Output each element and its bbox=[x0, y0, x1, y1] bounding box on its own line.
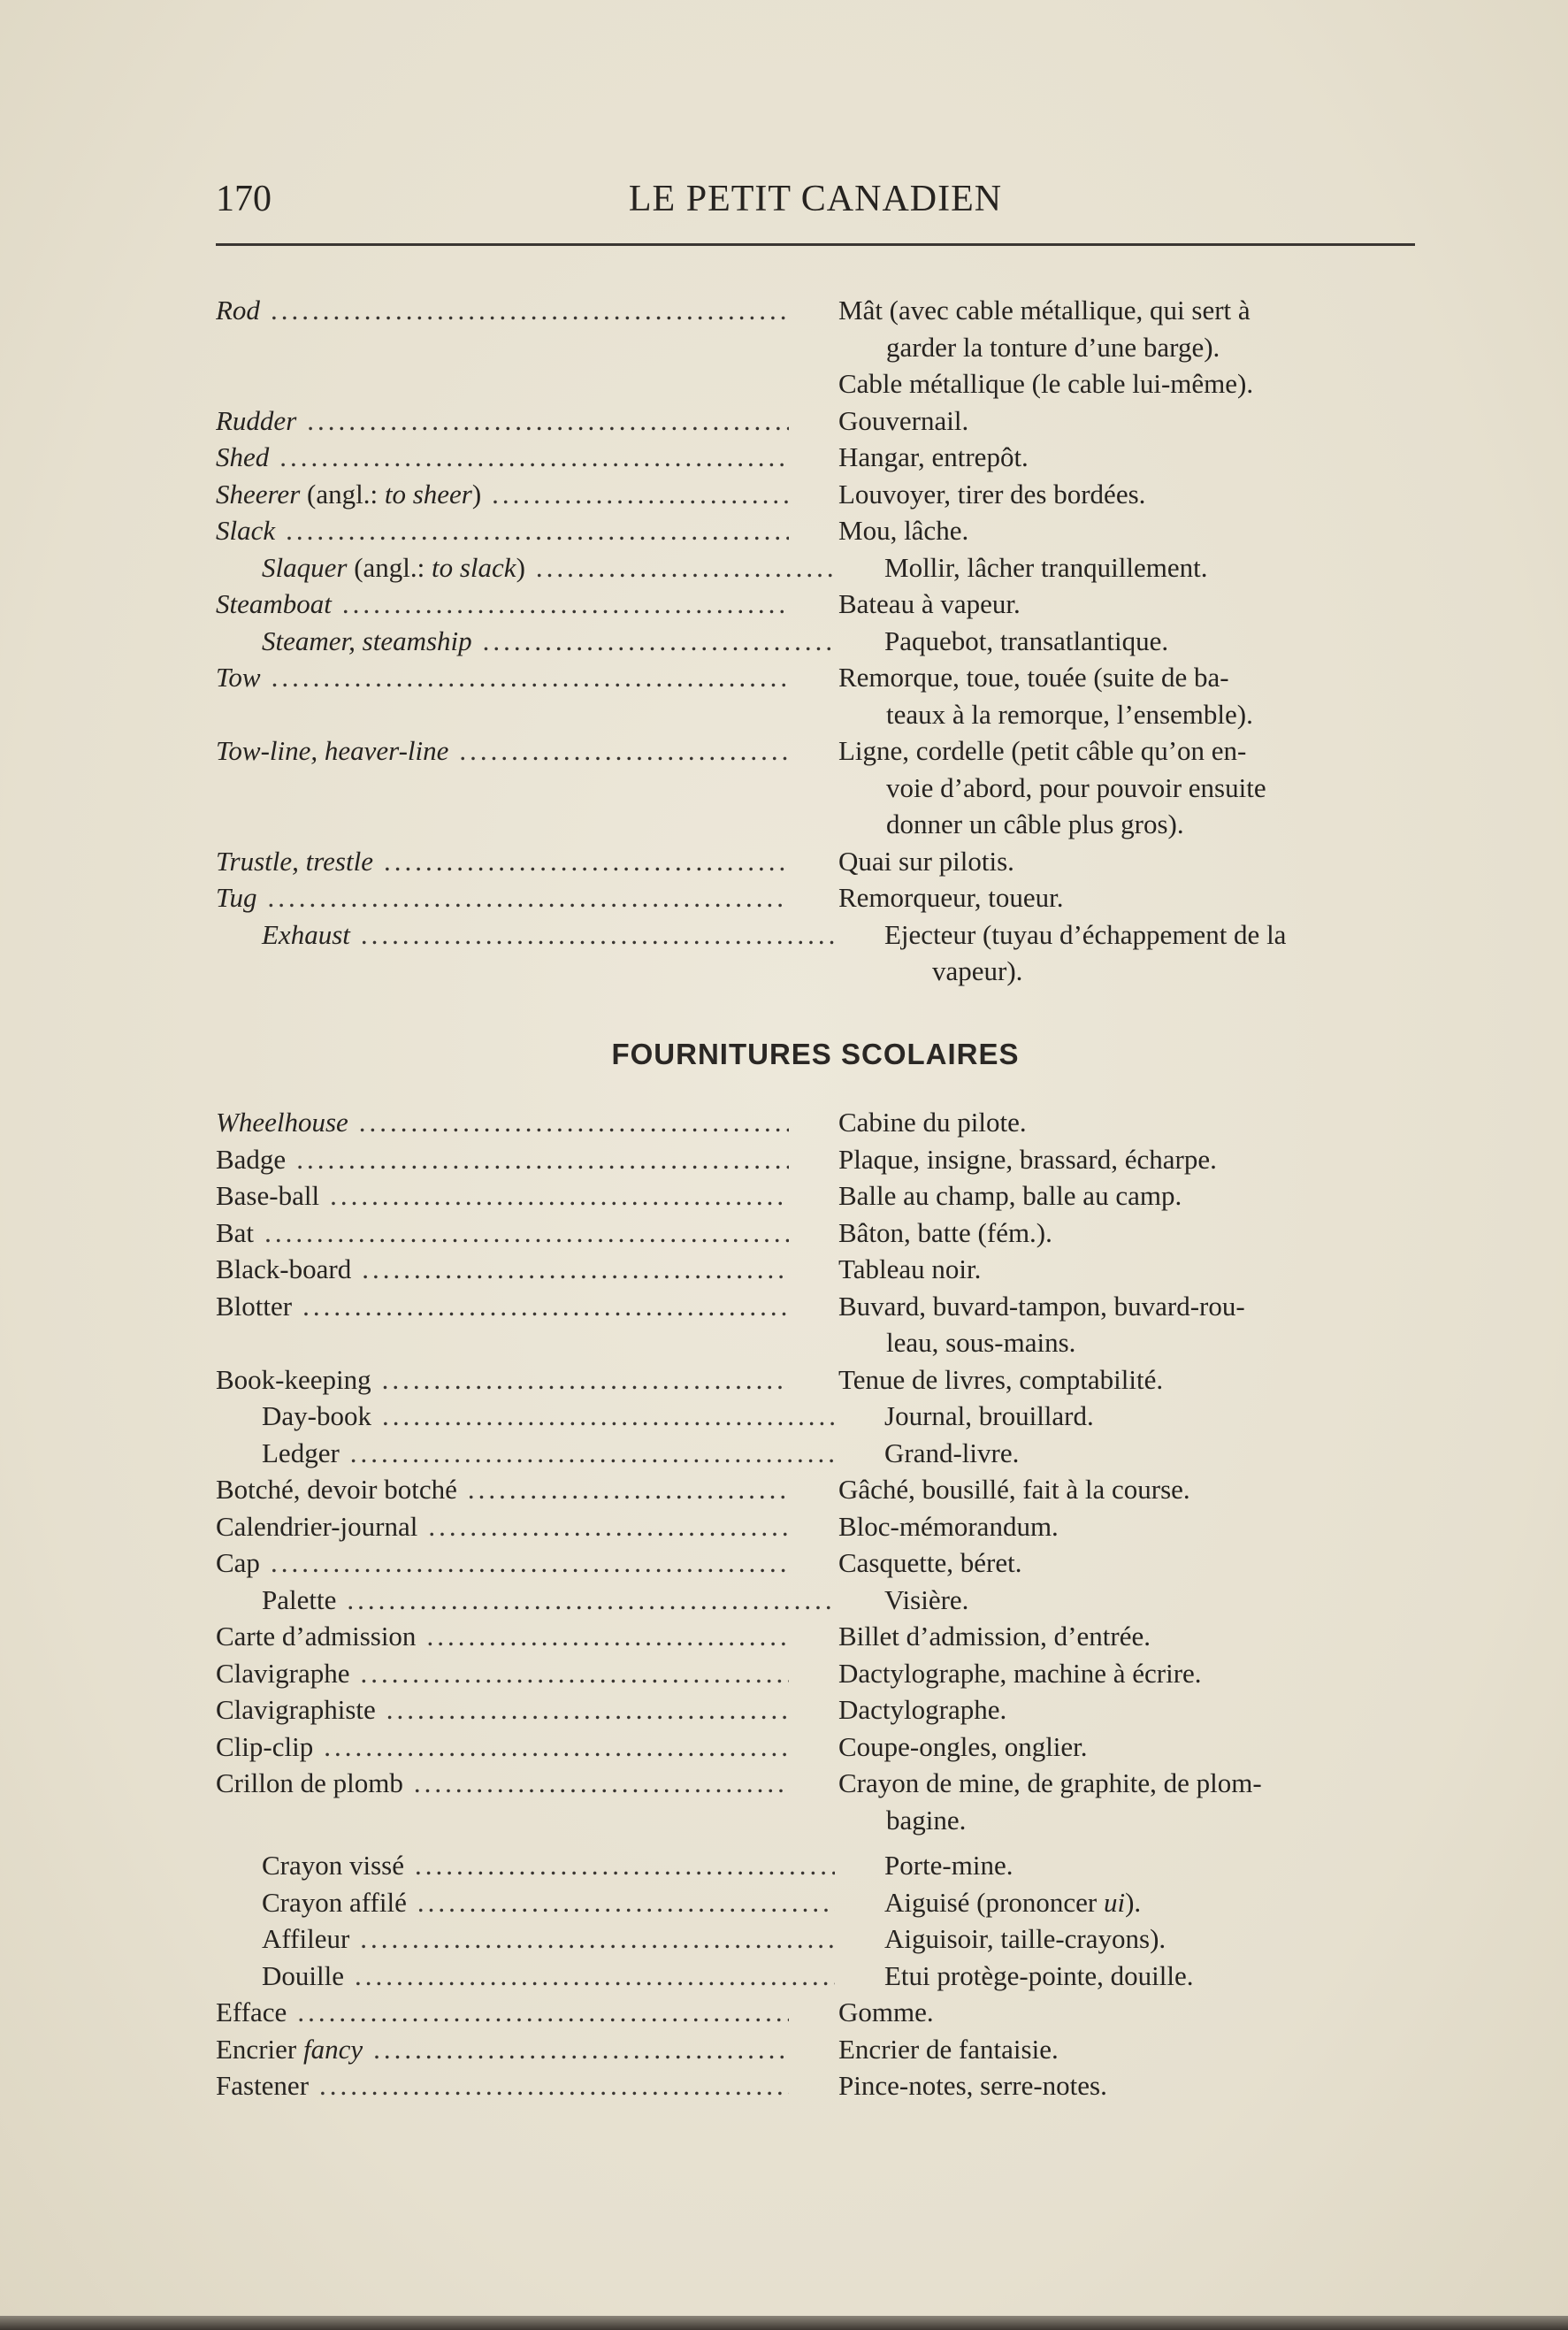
entry-definition: Journal, brouillard. bbox=[884, 1400, 1094, 1431]
entry-definition: Bloc-mémorandum. bbox=[838, 1510, 1059, 1542]
dot-leader bbox=[415, 1847, 835, 1884]
entry-term: Crayon vissé bbox=[262, 1850, 405, 1881]
dot-leader bbox=[468, 1471, 789, 1508]
entry-row bbox=[216, 916, 1415, 990]
entry-definition: Pince-notes, serre-notes. bbox=[838, 2070, 1107, 2101]
entry-definition: Remorque, toue, touée (suite de ba- bbox=[838, 662, 1229, 693]
entry-definition: Ligne, cordelle (petit câble qu’on en- bbox=[838, 735, 1247, 766]
entry-row bbox=[216, 1884, 1415, 1921]
dot-leader bbox=[428, 1508, 789, 1545]
entry-row bbox=[216, 2067, 1415, 2104]
dot-leader bbox=[382, 1398, 835, 1435]
dot-leader bbox=[297, 1994, 789, 2031]
entry-note-prefix: (angl.: bbox=[347, 551, 432, 583]
section-title: FOURNITURES SCOLAIRES bbox=[611, 1038, 1020, 1070]
entry-definition: Porte-mine. bbox=[884, 1850, 1013, 1881]
entry-term: Shed bbox=[216, 441, 270, 472]
entry-term: Affileur bbox=[262, 1923, 350, 1954]
entry-definition-continued: bagine. bbox=[886, 1804, 967, 1836]
entry-term: Badge bbox=[216, 1143, 287, 1175]
entry-note-suffix: ) bbox=[471, 478, 482, 510]
entry-term-with-note bbox=[262, 549, 525, 586]
dot-leader bbox=[302, 1288, 789, 1325]
entry-row bbox=[216, 1618, 1415, 1655]
page-number: 170 bbox=[216, 179, 272, 219]
entry-term: Botché, devoir botché bbox=[216, 1474, 457, 1505]
entry-row bbox=[216, 2031, 1415, 2068]
entry-term: Slack bbox=[216, 515, 276, 546]
entry-definition-continued: teaux à la remorque, l’ensemble). bbox=[886, 698, 1253, 730]
entry-definition: Tenue de livres, comptabilité. bbox=[838, 1363, 1164, 1395]
entry-term: Fastener bbox=[216, 2070, 310, 2101]
entry-term: Palette bbox=[262, 1583, 337, 1615]
dot-leader bbox=[373, 2031, 789, 2068]
dot-leader bbox=[264, 1215, 789, 1252]
entry-definition-suffix: ). bbox=[1125, 1886, 1142, 1918]
entry-definition: Quai sur pilotis. bbox=[838, 845, 1014, 877]
dot-leader bbox=[417, 1884, 835, 1921]
entry-term: Carte d’admission bbox=[216, 1621, 417, 1652]
dot-leader bbox=[492, 476, 789, 513]
dot-leader bbox=[330, 1177, 789, 1215]
dot-leader bbox=[286, 512, 789, 549]
entry-term: Tow bbox=[216, 662, 261, 693]
entry-definition: Cabine du pilote. bbox=[838, 1107, 1027, 1138]
dot-leader bbox=[279, 439, 789, 476]
dot-leader bbox=[414, 1765, 789, 1802]
entry-row bbox=[216, 879, 1415, 916]
entry-row bbox=[216, 843, 1415, 880]
entry-row bbox=[216, 1471, 1415, 1508]
entry-term: Wheelhouse bbox=[216, 1107, 348, 1138]
dot-leader bbox=[268, 879, 789, 916]
entry-definition: Plaque, insigne, brassard, écharpe. bbox=[838, 1143, 1217, 1175]
entry-definition: Buvard, buvard-tampon, buvard-rou- bbox=[838, 1290, 1245, 1322]
entry-row bbox=[216, 549, 1415, 586]
entry-definition: Encrier de fantaisie. bbox=[838, 2033, 1059, 2065]
entry-list-nautical bbox=[216, 292, 1415, 990]
entry-term: Tow-line, heaver-line bbox=[216, 735, 449, 766]
entry-definition: Paquebot, transatlantique. bbox=[884, 625, 1169, 656]
entry-term: Encrier bbox=[216, 2033, 303, 2065]
entry-row bbox=[216, 1765, 1415, 1838]
entry-definition: Hangar, entrepôt. bbox=[838, 441, 1029, 472]
dot-leader bbox=[384, 843, 789, 880]
entry-definition-continued: Cable métallique (le cable lui-même). bbox=[838, 368, 1254, 399]
entry-term: Base-ball bbox=[216, 1180, 320, 1211]
dot-leader bbox=[426, 1618, 789, 1655]
dot-leader bbox=[350, 1435, 835, 1472]
entry-row bbox=[216, 1141, 1415, 1178]
entry-term: Efface bbox=[216, 1997, 287, 2027]
entry-definition: Casquette, béret. bbox=[838, 1547, 1022, 1578]
entry-term: Tug bbox=[216, 882, 257, 913]
dot-leader bbox=[536, 549, 835, 586]
entry-row bbox=[216, 1582, 1415, 1619]
entry-term: Black-board bbox=[216, 1253, 352, 1284]
entry-definition: Mollir, lâcher tranquillement. bbox=[884, 551, 1208, 583]
entry-definition: Gouvernail. bbox=[838, 404, 969, 436]
dot-leader bbox=[382, 1361, 789, 1399]
entry-row bbox=[216, 1215, 1415, 1252]
entry-definition: Mou, lâche. bbox=[838, 515, 969, 546]
entry-definition-italic: ui bbox=[1103, 1886, 1126, 1918]
entry-term: Rod bbox=[216, 295, 260, 326]
entry-definition: Grand-livre. bbox=[884, 1437, 1020, 1468]
entry-row bbox=[216, 512, 1415, 549]
entry-definition: Etui protège-pointe, douille. bbox=[884, 1959, 1194, 1991]
entry-note: to slack bbox=[432, 551, 516, 583]
dot-leader bbox=[296, 1141, 789, 1178]
entry-definition-continued: voie d’abord, pour pouvoir ensuite bbox=[886, 771, 1266, 803]
entry-row bbox=[216, 1177, 1415, 1215]
entry-definition: Bâton, batte (fém.). bbox=[838, 1216, 1052, 1248]
entry-definition: Gomme. bbox=[838, 1997, 934, 2027]
dot-leader bbox=[342, 586, 789, 623]
entry-term: Bat bbox=[216, 1216, 255, 1248]
dot-leader bbox=[347, 1582, 835, 1619]
entry-term: Book-keeping bbox=[216, 1363, 371, 1395]
entry-term: Clavigraphe bbox=[216, 1657, 350, 1689]
entry-term-italic: fancy bbox=[302, 2033, 363, 2065]
entry-row bbox=[216, 732, 1415, 843]
entry-term: Ledger bbox=[262, 1437, 340, 1468]
entry-row bbox=[216, 1251, 1415, 1288]
entry-definition-continued: donner un câble plus gros). bbox=[886, 809, 1184, 839]
entry-term: Crayon affilé bbox=[262, 1886, 407, 1918]
dot-leader bbox=[361, 916, 835, 954]
entry-row bbox=[216, 476, 1415, 513]
entry-term-with-italic bbox=[216, 2031, 363, 2068]
entry-definition: Gâché, bousillé, fait à la course. bbox=[838, 1474, 1190, 1505]
entry-row bbox=[216, 623, 1415, 660]
entry-row bbox=[216, 1691, 1415, 1728]
entry-row bbox=[216, 1398, 1415, 1435]
entry-term-with-note bbox=[216, 476, 481, 513]
entry-term: Clip-clip bbox=[216, 1730, 314, 1762]
entry-term: Steamboat bbox=[216, 588, 332, 619]
entry-row bbox=[216, 659, 1415, 732]
entry-row bbox=[216, 439, 1415, 476]
entry-term: Sheerer bbox=[216, 478, 301, 510]
entry-definition: Bateau à vapeur. bbox=[838, 588, 1021, 619]
entry-row bbox=[216, 1920, 1415, 1958]
dot-leader bbox=[359, 1104, 789, 1141]
entry-row bbox=[216, 1508, 1415, 1545]
entry-term: Calendrier-journal bbox=[216, 1510, 418, 1542]
entry-term: Douille bbox=[262, 1959, 344, 1991]
entry-row bbox=[216, 1655, 1415, 1692]
entry-term: Trustle, trestle bbox=[216, 845, 373, 877]
entry-definition bbox=[884, 1887, 1141, 1918]
entry-definition: Louvoyer, tirer des bordées. bbox=[838, 478, 1146, 510]
entry-row bbox=[216, 1544, 1415, 1582]
running-title: LE PETIT CANADIEN bbox=[628, 179, 1003, 219]
entry-row bbox=[216, 1288, 1415, 1361]
entry-term: Crillon de plomb bbox=[216, 1767, 403, 1798]
entry-note-suffix: ) bbox=[516, 551, 525, 583]
entry-note-prefix: (angl.: bbox=[300, 478, 385, 510]
entry-row bbox=[216, 1994, 1415, 2031]
entry-definition: Visière. bbox=[884, 1583, 969, 1615]
entry-definition: Dactylographe, machine à écrire. bbox=[838, 1657, 1202, 1689]
dot-leader bbox=[319, 2067, 789, 2104]
entry-definition: Aiguisoir, taille-crayons). bbox=[884, 1923, 1166, 1954]
entry-definition: Remorqueur, toueur. bbox=[838, 882, 1064, 913]
entry-term: Exhaust bbox=[262, 918, 350, 950]
entry-definition: Dactylographe. bbox=[838, 1694, 1007, 1725]
dot-leader bbox=[362, 1251, 789, 1288]
entry-term: Slaquer bbox=[262, 551, 348, 583]
entry-definition-continued: vapeur). bbox=[932, 955, 1023, 986]
dot-leader bbox=[361, 1655, 789, 1692]
entry-row bbox=[216, 292, 1415, 402]
dot-leader bbox=[272, 659, 789, 696]
entry-row bbox=[216, 586, 1415, 623]
entry-term: Blotter bbox=[216, 1290, 293, 1322]
entry-definition: Balle au champ, balle au camp. bbox=[838, 1180, 1182, 1211]
page-bottom-edge bbox=[0, 2316, 1568, 2330]
entry-note: to sheer bbox=[384, 478, 472, 510]
entry-definition: Crayon de mine, de graphite, de plom- bbox=[838, 1767, 1262, 1798]
entry-definition-text: Aiguisé (prononcer bbox=[884, 1886, 1104, 1918]
entry-term: Clavigraphiste bbox=[216, 1694, 376, 1725]
dot-leader bbox=[355, 1958, 835, 1995]
entry-definition: Mât (avec cable métallique, qui sert à bbox=[838, 295, 1251, 326]
entry-definition-continued: leau, sous-mains. bbox=[886, 1327, 1076, 1358]
entry-row bbox=[216, 1361, 1415, 1399]
entry-spacer bbox=[216, 1838, 1415, 1847]
entry-row bbox=[216, 1728, 1415, 1766]
entry-row bbox=[216, 1435, 1415, 1472]
entry-term: Day-book bbox=[262, 1400, 371, 1431]
header-rule bbox=[216, 243, 1415, 246]
entry-definition: Ejecteur (tuyau d’échappement de la bbox=[884, 918, 1287, 950]
entry-definition: Tableau noir. bbox=[838, 1253, 982, 1284]
entry-definition-continued: garder la tonture d’une barge). bbox=[886, 331, 1220, 363]
dot-leader bbox=[324, 1728, 789, 1766]
entry-term: Rudder bbox=[216, 404, 297, 436]
dot-leader bbox=[459, 732, 789, 770]
entry-row bbox=[216, 1958, 1415, 1995]
dot-leader bbox=[360, 1920, 835, 1958]
entry-term: Cap bbox=[216, 1547, 260, 1578]
dot-leader bbox=[307, 402, 789, 440]
entry-term: Steamer, steamship bbox=[262, 625, 472, 656]
dot-leader bbox=[271, 292, 789, 329]
entry-row bbox=[216, 402, 1415, 440]
dot-leader bbox=[386, 1691, 789, 1728]
dot-leader bbox=[271, 1544, 789, 1582]
entry-row bbox=[216, 1847, 1415, 1884]
page-header bbox=[216, 177, 1415, 230]
entry-list-school-supplies bbox=[216, 1104, 1415, 2104]
entry-definition: Billet d’admission, d’entrée. bbox=[838, 1621, 1151, 1652]
entry-row bbox=[216, 1104, 1415, 1141]
entry-definition: Coupe-ongles, onglier. bbox=[838, 1730, 1088, 1762]
dot-leader bbox=[483, 623, 835, 660]
